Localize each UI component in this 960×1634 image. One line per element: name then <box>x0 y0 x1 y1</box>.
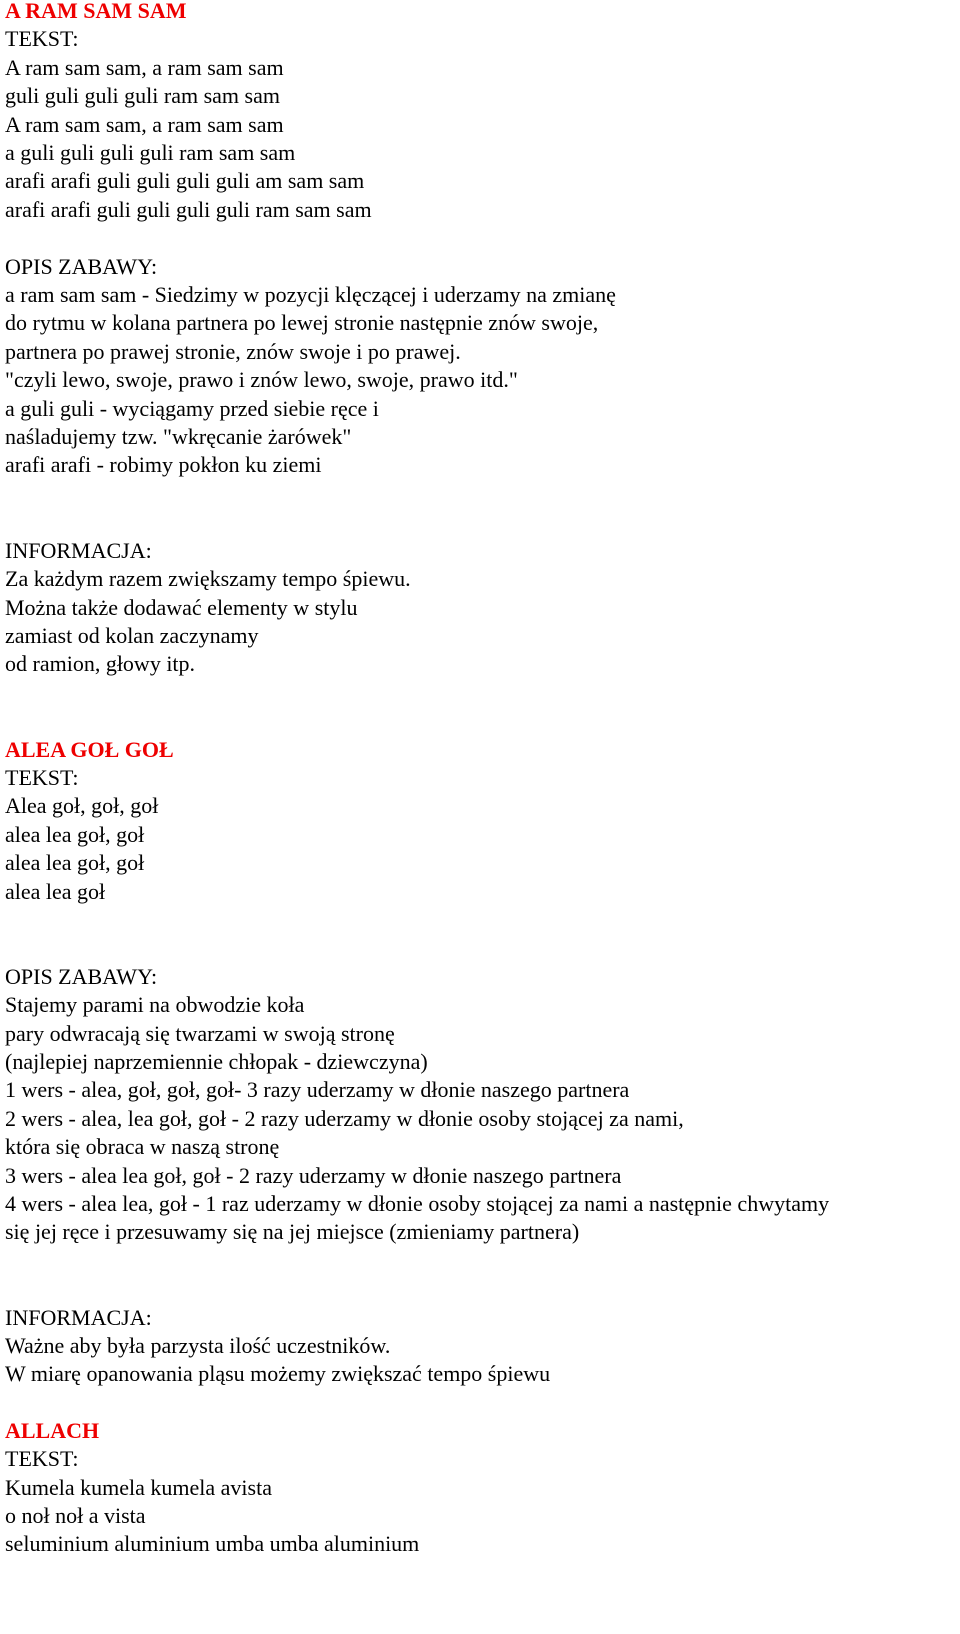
description-line: 4 wers - alea lea, goł - 1 raz uderzamy w dłonie osoby stojącej za nami a następnie chwytamy <box>5 1191 830 1216</box>
song-alea-gol-gol <box>5 736 955 1389</box>
description-label: OPIS ZABAWY: <box>5 253 158 279</box>
description-line: "czyli lewo, swoje, prawo i znów lewo, swoje, prawo itd." <box>5 367 518 393</box>
lyrics-line: alea lea goł, goł <box>5 850 145 876</box>
description-label: OPIS ZABAWY: <box>5 963 158 989</box>
lyrics-line: Kumela kumela kumela avista <box>5 1474 272 1500</box>
spacer <box>5 1389 955 1417</box>
description-line: 3 wers - alea lea goł, goł - 2 razy uderzamy w dłonie naszego partnera <box>5 1162 622 1188</box>
song-a-ram-sam-sam <box>5 0 955 679</box>
description-line: się jej ręce i przesuwamy się na jej miejsce (zmieniamy partnera) <box>5 1219 580 1245</box>
description-line: naśladujemy tzw. "wkręcanie żarówek" <box>5 424 352 450</box>
lyrics-label: TEKST: <box>5 26 79 52</box>
info-line: od ramion, głowy itp. <box>5 651 196 677</box>
info-line: zamiast od kolan zaczynamy <box>5 622 259 648</box>
lyrics-line: alea lea goł, goł <box>5 821 145 847</box>
song-title: ALEA GOŁ GOŁ <box>5 736 174 762</box>
lyrics-label: TEKST: <box>5 1446 79 1472</box>
info-block <box>5 1332 955 1389</box>
description-line: 2 wers - alea, lea goł, goł - 2 razy uderzamy w dłonie osoby stojącej za nami, <box>5 1105 684 1131</box>
description-line: a guli guli - wyciągamy przed siebie ręce i <box>5 395 379 421</box>
description-line: Stajemy parami na obwodzie koła <box>5 992 305 1018</box>
lyrics-line: A ram sam sam, a ram sam sam <box>5 111 284 137</box>
description-line: do rytmu w kolana partnera po lewej stronie następnie znów swoje, <box>5 310 599 336</box>
description-block <box>5 991 955 1247</box>
lyrics-label: TEKST: <box>5 764 79 790</box>
lyrics-line: o noł noł a vista <box>5 1503 146 1529</box>
spacer <box>5 679 955 736</box>
song-allach <box>5 1417 955 1559</box>
spacer <box>5 906 955 963</box>
description-line: (najlepiej naprzemiennie chłopak - dziewczyna) <box>5 1048 428 1074</box>
lyrics-line: alea lea goł <box>5 878 106 904</box>
lyrics-line: arafi arafi guli guli guli guli ram sam sam <box>5 196 372 222</box>
info-block <box>5 565 955 679</box>
description-line: która się obraca w naszą stronę <box>5 1134 280 1160</box>
info-line: Można także dodawać elementy w stylu <box>5 594 358 620</box>
lyrics-line: seluminium aluminium umba umba aluminium <box>5 1531 420 1557</box>
lyrics-block <box>5 792 955 906</box>
lyrics-line: guli guli guli guli ram sam sam <box>5 83 280 109</box>
lyrics-line: arafi arafi guli guli guli guli am sam sam <box>5 168 365 194</box>
document-page <box>5 0 955 1559</box>
spacer <box>5 1247 955 1304</box>
description-line: arafi arafi - robimy pokłon ku ziemi <box>5 452 322 478</box>
lyrics-block <box>5 54 955 224</box>
lyrics-block <box>5 1474 955 1559</box>
info-line: Za każdym razem zwiększamy tempo śpiewu. <box>5 566 411 592</box>
spacer <box>5 480 955 537</box>
description-line: 1 wers - alea, goł, goł, goł- 3 razy uderzamy w dłonie naszego partnera <box>5 1077 630 1103</box>
description-block <box>5 281 955 480</box>
lyrics-line: Alea goł, goł, goł <box>5 793 159 819</box>
song-title: ALLACH <box>5 1417 100 1443</box>
song-title: A RAM SAM SAM <box>5 0 187 23</box>
lyrics-line: A ram sam sam, a ram sam sam <box>5 54 284 80</box>
description-line: a ram sam sam - Siedzimy w pozycji klęczącej i uderzamy na zmianę <box>5 282 616 308</box>
lyrics-line: a guli guli guli guli ram sam sam <box>5 140 296 166</box>
info-label: INFORMACJA: <box>5 1304 152 1330</box>
info-line: W miarę opanowania pląsu możemy zwiększać tempo śpiewu <box>5 1361 551 1387</box>
spacer <box>5 224 955 252</box>
info-label: INFORMACJA: <box>5 537 152 563</box>
description-line: pary odwracają się twarzami w swoją stronę <box>5 1020 395 1046</box>
info-line: Ważne aby była parzysta ilość uczestników. <box>5 1333 391 1359</box>
description-line: partnera po prawej stronie, znów swoje i po prawej. <box>5 338 461 364</box>
